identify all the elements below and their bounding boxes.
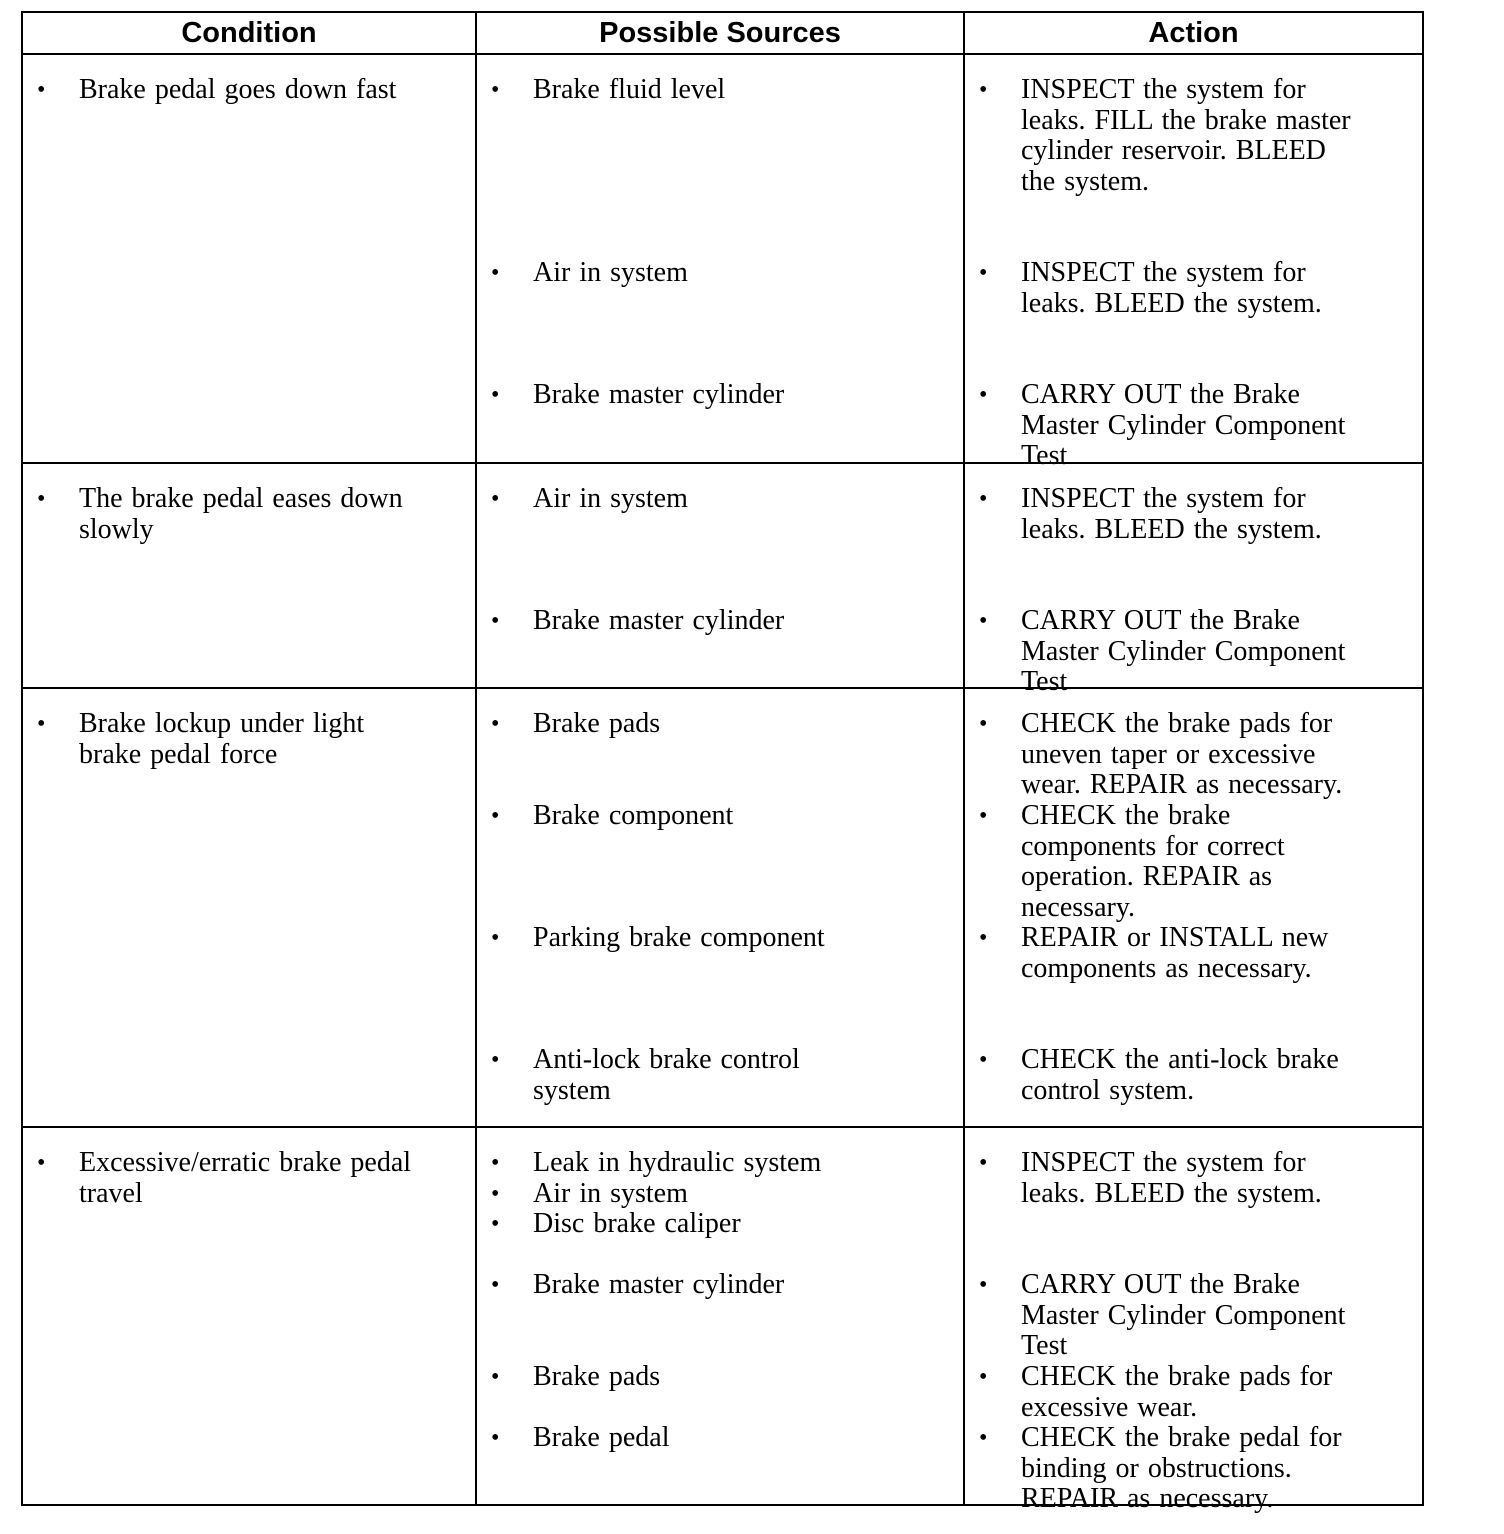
header-condition: Condition xyxy=(22,12,476,54)
sources-cell xyxy=(476,54,964,463)
action-item-line: the system. xyxy=(1021,165,1149,197)
bullet-marker: • xyxy=(491,803,500,829)
action-item xyxy=(965,75,1402,197)
bullet-marker: • xyxy=(37,486,46,512)
bullet-marker: • xyxy=(491,1181,500,1207)
source-item-line: Air in system xyxy=(533,1178,688,1209)
source-item-line: Air in system xyxy=(533,483,688,514)
action-item-line: Test xyxy=(1021,666,1068,698)
bullet-marker: • xyxy=(37,1150,46,1176)
bullet-marker: • xyxy=(491,1425,500,1451)
condition-item-line: The brake pedal eases down xyxy=(79,483,403,514)
table-row xyxy=(22,463,1423,688)
source-item xyxy=(477,709,943,740)
bullet-marker: • xyxy=(491,925,500,951)
bullet-marker: • xyxy=(979,711,988,737)
action-item xyxy=(965,484,1402,545)
action-item-line: CARRY OUT the Brake xyxy=(1021,379,1300,410)
action-item-line: wear. REPAIR as necessary. xyxy=(1021,769,1343,801)
bullet-marker: • xyxy=(979,77,988,103)
source-item xyxy=(477,75,943,106)
action-item-line: leaks. BLEED the system. xyxy=(1021,287,1322,319)
action-item-line: binding or obstructions. xyxy=(1021,1452,1292,1484)
condition-cell xyxy=(22,688,476,1127)
table-row xyxy=(22,54,1423,463)
condition-item-line: slowly xyxy=(79,513,154,545)
action-item-line: uneven taper or excessive xyxy=(1021,738,1316,770)
action-item-line: Test xyxy=(1021,440,1068,472)
header-action: Action xyxy=(964,12,1423,54)
header-possible-sources: Possible Sources xyxy=(476,12,964,54)
action-item-line: operation. REPAIR as xyxy=(1021,861,1273,893)
bullet-marker: • xyxy=(979,382,988,408)
bullet-marker: • xyxy=(979,486,988,512)
source-item xyxy=(477,923,943,954)
action-item-line: excessive wear. xyxy=(1021,1391,1198,1423)
action-item-line: INSPECT the system for xyxy=(1021,1147,1306,1178)
action-item-line: INSPECT the system for xyxy=(1021,74,1306,105)
action-item xyxy=(965,1045,1402,1106)
bullet-marker: • xyxy=(491,77,500,103)
bullet-marker: • xyxy=(491,1047,500,1073)
action-item xyxy=(965,380,1402,472)
source-item-line: Brake master cylinder xyxy=(533,379,785,410)
action-item xyxy=(965,709,1402,801)
action-item-line: INSPECT the system for xyxy=(1021,483,1306,514)
condition-item-line: Excessive/erratic brake pedal xyxy=(79,1147,412,1178)
source-item-line: Anti-lock brake control xyxy=(533,1044,800,1075)
condition-item xyxy=(23,1148,455,1209)
source-item-line: Brake pads xyxy=(533,708,661,739)
condition-item-line: brake pedal force xyxy=(79,738,278,770)
action-item-line: CARRY OUT the Brake xyxy=(1021,605,1300,636)
condition-item-line: Brake pedal goes down fast xyxy=(79,74,397,105)
bullet-marker: • xyxy=(491,382,500,408)
source-item-line: Brake pedal xyxy=(533,1422,670,1453)
condition-item-line: Brake lockup under light xyxy=(79,708,365,739)
source-item xyxy=(477,1423,943,1454)
action-item xyxy=(965,1423,1402,1515)
bullet-marker: • xyxy=(979,803,988,829)
bullet-marker: • xyxy=(979,608,988,634)
action-item-line: Master Cylinder Component xyxy=(1021,1299,1346,1331)
action-item xyxy=(965,1270,1402,1362)
condition-cell xyxy=(22,54,476,463)
action-item-line: REPAIR or INSTALL new xyxy=(1021,922,1329,953)
troubleshooting-table xyxy=(21,11,1424,1515)
source-item-line: Air in system xyxy=(533,257,688,288)
bullet-marker: • xyxy=(979,1425,988,1451)
source-item-line: Parking brake component xyxy=(533,922,825,953)
sources-cell xyxy=(476,1127,964,1505)
action-item-line: components for correct xyxy=(1021,830,1285,862)
action-item-line: CHECK the brake pedal for xyxy=(1021,1422,1342,1453)
bullet-marker: • xyxy=(979,1047,988,1073)
action-item-line: REPAIR as necessary. xyxy=(1021,1483,1274,1515)
action-item xyxy=(965,258,1402,319)
action-cell xyxy=(964,54,1423,472)
bullet-marker: • xyxy=(37,77,46,103)
action-item-line: leaks. BLEED the system. xyxy=(1021,1177,1322,1209)
action-item-line: leaks. FILL the brake master xyxy=(1021,104,1351,136)
action-item-line: Test xyxy=(1021,1330,1068,1362)
source-item xyxy=(477,1148,943,1179)
action-item-line: INSPECT the system for xyxy=(1021,257,1306,288)
source-item xyxy=(477,1270,943,1301)
bullet-marker: • xyxy=(491,1150,500,1176)
source-item xyxy=(477,1362,943,1393)
bullet-marker: • xyxy=(491,486,500,512)
source-item-line: Disc brake caliper xyxy=(533,1208,741,1239)
action-item-line: CHECK the brake pads for xyxy=(1021,708,1333,739)
action-item-line: CHECK the anti-lock brake xyxy=(1021,1044,1339,1075)
table-row xyxy=(22,1127,1423,1505)
bullet-marker: • xyxy=(491,1211,500,1237)
action-item xyxy=(965,1362,1402,1423)
table-row xyxy=(22,688,1423,1127)
bullet-marker: • xyxy=(979,1150,988,1176)
condition-item xyxy=(23,709,455,770)
bullet-marker: • xyxy=(979,260,988,286)
bullet-marker: • xyxy=(491,260,500,286)
sources-cell xyxy=(476,463,964,688)
action-item xyxy=(965,801,1402,923)
source-item xyxy=(477,1209,943,1240)
bullet-marker: • xyxy=(37,711,46,737)
sources-cell xyxy=(476,688,964,1127)
action-item-line: CHECK the brake xyxy=(1021,800,1231,831)
action-item-line: CHECK the brake pads for xyxy=(1021,1361,1333,1392)
condition-item-line: travel xyxy=(79,1177,143,1209)
source-item-line: Brake master cylinder xyxy=(533,1269,785,1300)
source-item xyxy=(477,1045,943,1106)
source-item xyxy=(477,606,943,637)
bullet-marker: • xyxy=(979,1272,988,1298)
action-item xyxy=(965,923,1402,984)
condition-cell xyxy=(22,463,476,688)
bullet-marker: • xyxy=(491,608,500,634)
bullet-marker: • xyxy=(979,1364,988,1390)
bullet-marker: • xyxy=(491,1272,500,1298)
source-item-line: Leak in hydraulic system xyxy=(533,1147,822,1178)
source-item xyxy=(477,380,943,411)
action-item-line: Master Cylinder Component xyxy=(1021,409,1346,441)
bullet-marker: • xyxy=(491,711,500,737)
source-item xyxy=(477,1179,943,1210)
action-cell xyxy=(964,1127,1423,1515)
action-item-line: Master Cylinder Component xyxy=(1021,635,1346,667)
action-item-line: leaks. BLEED the system. xyxy=(1021,513,1322,545)
action-item-line: cylinder reservoir. BLEED xyxy=(1021,135,1326,167)
action-item-line: necessary. xyxy=(1021,891,1136,923)
bullet-marker: • xyxy=(979,925,988,951)
action-item-line: CARRY OUT the Brake xyxy=(1021,1269,1300,1300)
condition-item xyxy=(23,484,455,545)
condition-item xyxy=(23,75,455,106)
source-item xyxy=(477,484,943,515)
action-cell xyxy=(964,688,1423,1127)
source-item-line: system xyxy=(533,1074,611,1106)
bullet-marker: • xyxy=(491,1364,500,1390)
action-cell xyxy=(964,463,1423,698)
source-item xyxy=(477,801,943,832)
source-item-line: Brake pads xyxy=(533,1361,661,1392)
header-row xyxy=(22,12,1423,54)
source-item xyxy=(477,258,943,289)
source-item-line: Brake fluid level xyxy=(533,74,726,105)
condition-cell xyxy=(22,1127,476,1505)
action-item-line: control system. xyxy=(1021,1074,1195,1106)
source-item-line: Brake master cylinder xyxy=(533,605,785,636)
source-item-line: Brake component xyxy=(533,800,734,831)
action-item-line: components as necessary. xyxy=(1021,952,1312,984)
action-item xyxy=(965,1148,1402,1209)
action-item xyxy=(965,606,1402,698)
